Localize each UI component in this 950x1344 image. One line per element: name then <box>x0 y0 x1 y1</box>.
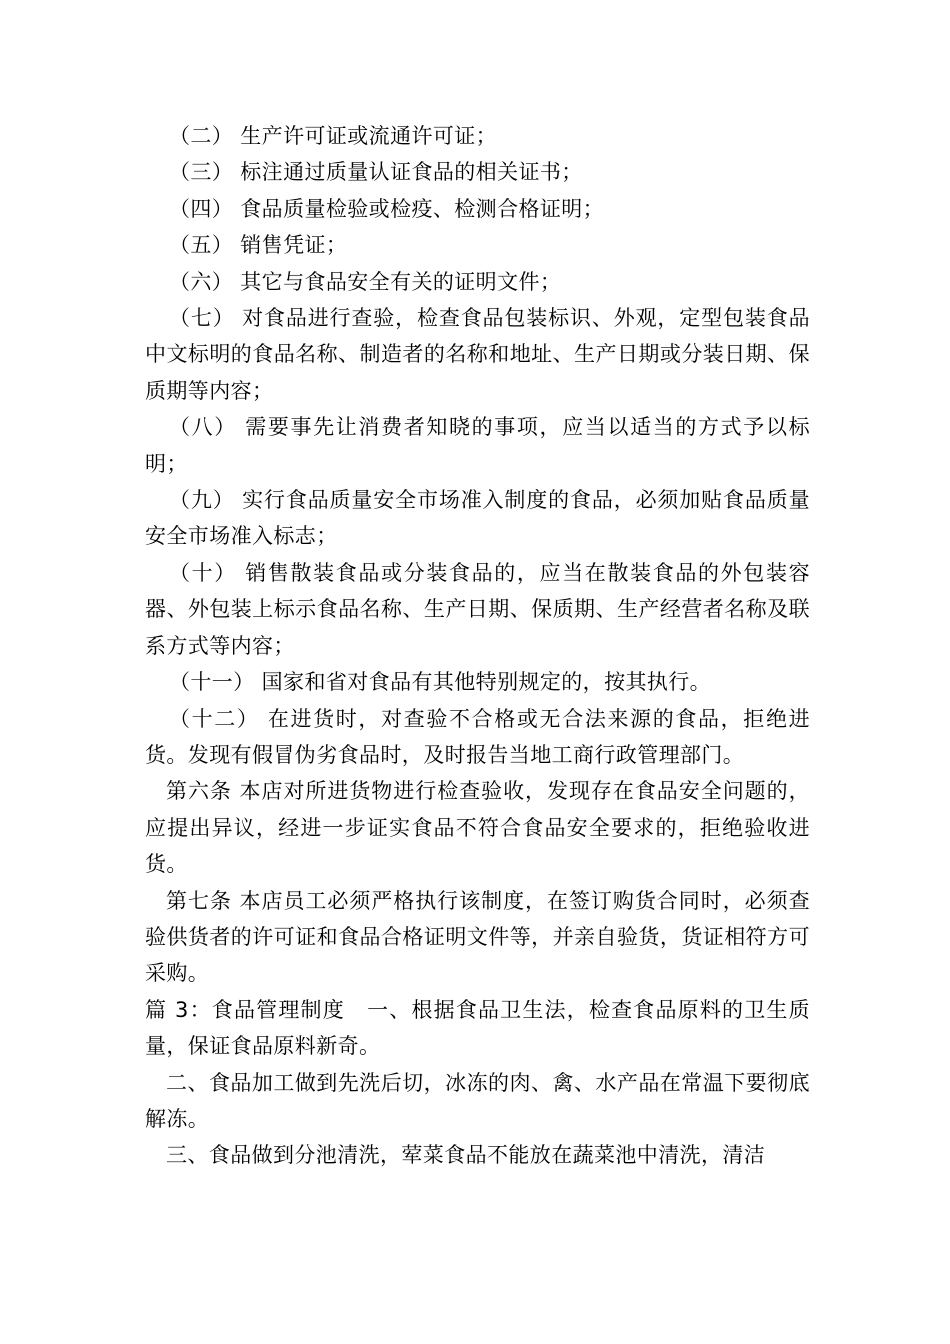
article-paragraph: 第七条 本店员工必须严格执行该制度，在签订购货合同时，必须查验供货者的许可证和食品合格证明文件等，并亲自验货，货证相符方可采购。 <box>145 888 810 986</box>
section-heading-paragraph: 篇 3：食品管理制度 一、根据食品卫生法，检查食品原料的卫生质量，保证食品原料新奇。 <box>145 997 810 1059</box>
list-item: （十一） 国家和省对食品有其他特别规定的，按其执行。 <box>169 670 712 695</box>
list-item: （五） 销售凭证； <box>169 233 348 258</box>
article-paragraph: 第六条 本店对所进货物进行检查验收，发现存在食品安全问题的，应提出异议，经进一步证实食品不符合食品安全要求的，拒绝验收进货。 <box>145 779 810 877</box>
document-body <box>145 118 810 1173</box>
list-item: （八） 需要事先让消费者知晓的事项，应当以适当的方式予以标明； <box>145 415 810 476</box>
list-item: （二） 生产许可证或流通许可证； <box>169 124 498 148</box>
list-item: （十） 销售散装食品或分装食品的，应当在散装食品的外包装容器、外包装上标示食品名称、生产日期、保质期、生产经营者名称及联系方式等内容； <box>145 560 810 658</box>
list-item: （九） 实行食品质量安全市场准入制度的食品，必须加贴食品质量安全市场准入标志； <box>145 488 810 549</box>
list-item: （七） 对食品进行查验，检查食品包装标识、外观，定型包装食品中文标明的食品名称、制造者的名称和地址、生产日期或分装日期、保质期等内容； <box>145 306 810 403</box>
list-item: （三） 标注通过质量认证食品的相关证书； <box>169 160 583 185</box>
list-item: （六） 其它与食品安全有关的证明文件； <box>169 269 562 294</box>
list-item: （十二） 在进货时，对查验不合格或无合法来源的食品，拒绝进货。发现有假冒伪劣食品时，及时报告当地工商行政管理部门。 <box>145 706 810 767</box>
numbered-rule: 二、食品加工做到先洗后切，冰冻的肉、禽、水产品在常温下要彻底解冻。 <box>145 1070 810 1131</box>
list-item: （四） 食品质量检验或检疫、检测合格证明； <box>169 196 605 221</box>
numbered-rule: 三、食品做到分池清洗，荤菜食品不能放在蔬菜池中清洗，清洁 <box>166 1143 766 1168</box>
